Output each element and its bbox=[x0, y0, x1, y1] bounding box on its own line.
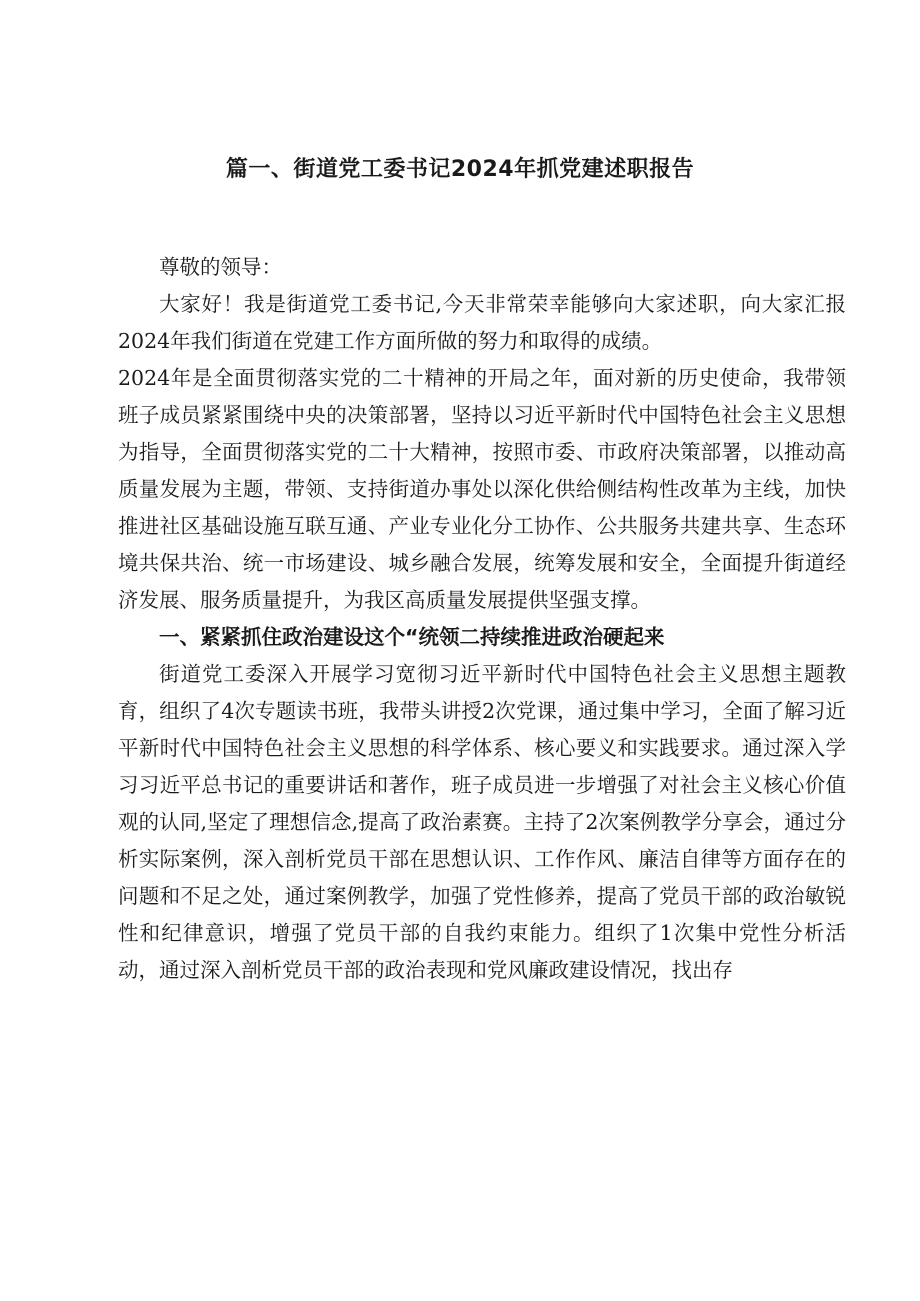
intro-paragraph-1: 大家好！我是街道党工委书记,今天非常荣幸能够向大家述职，向大家汇报2024年我们街道在党建工作方面所做的努力和取得的成绩。 bbox=[118, 292, 846, 353]
section-1-heading: 一、紧紧抓住政治建设这个“统领二持续推进政治硬起来 bbox=[159, 625, 665, 649]
section-1-paragraph: 街道党工委深入开展学习宽彻习近平新时代中国特色社会主义思想主题教育，组织了4次专题读书班，我带头讲授2次党课，通过集中学习，全面了解习近平新时代中国特色社会主义思想的科学体系、核心要义和实践要求。通过深入学习习近平总书记的重要讲话和著作，班子成员进一步增强了对社会主义核心价值观的认同,坚定了理想信念,提高了政治素赛。主持了2次案例教学分享会，通过分析实际案例，深入剖析党员干部在思想认识、工作作风、廉洁自律等方面存在的问题和不足之处，通过案例教学，加强了党性修养，提高了党员干部的政治敏锐性和纪律意识，增强了党员干部的自我约束能力。组织了1次集中党性分析活动，通过深入剖析党员干部的政治表现和党风廉政建设情况，找出存 bbox=[118, 662, 846, 982]
document-title: 篇一、街道党工委书记2024年抓党建述职报告 bbox=[225, 157, 695, 182]
intro-paragraph-2: 2024年是全面贯彻落实党的二十精神的开局之年，面对新的历史使命，我带领班子成员紧紧围绕中央的决策部署，坚持以习近平新时代中国特色社会主义思想为指导，全面贯彻落实党的二十大精神，按照市委、市政府决策部署，以推动高质量发展为主题，带领、支持街道办事处以深化供给侧结构性改革为主线，加快推进社区基础设施互联互通、产业专业化分工协作、公共服务共建共享、生态环境共保共治、统一市场建设、城乡融合发展，统筹发展和安全，全面提升街道经济发展、服务质量提升，为我区高质量发展提供坚强支撑。 bbox=[118, 366, 846, 612]
salutation: 尊敬的领导： bbox=[159, 255, 282, 279]
document-body bbox=[118, 249, 846, 989]
